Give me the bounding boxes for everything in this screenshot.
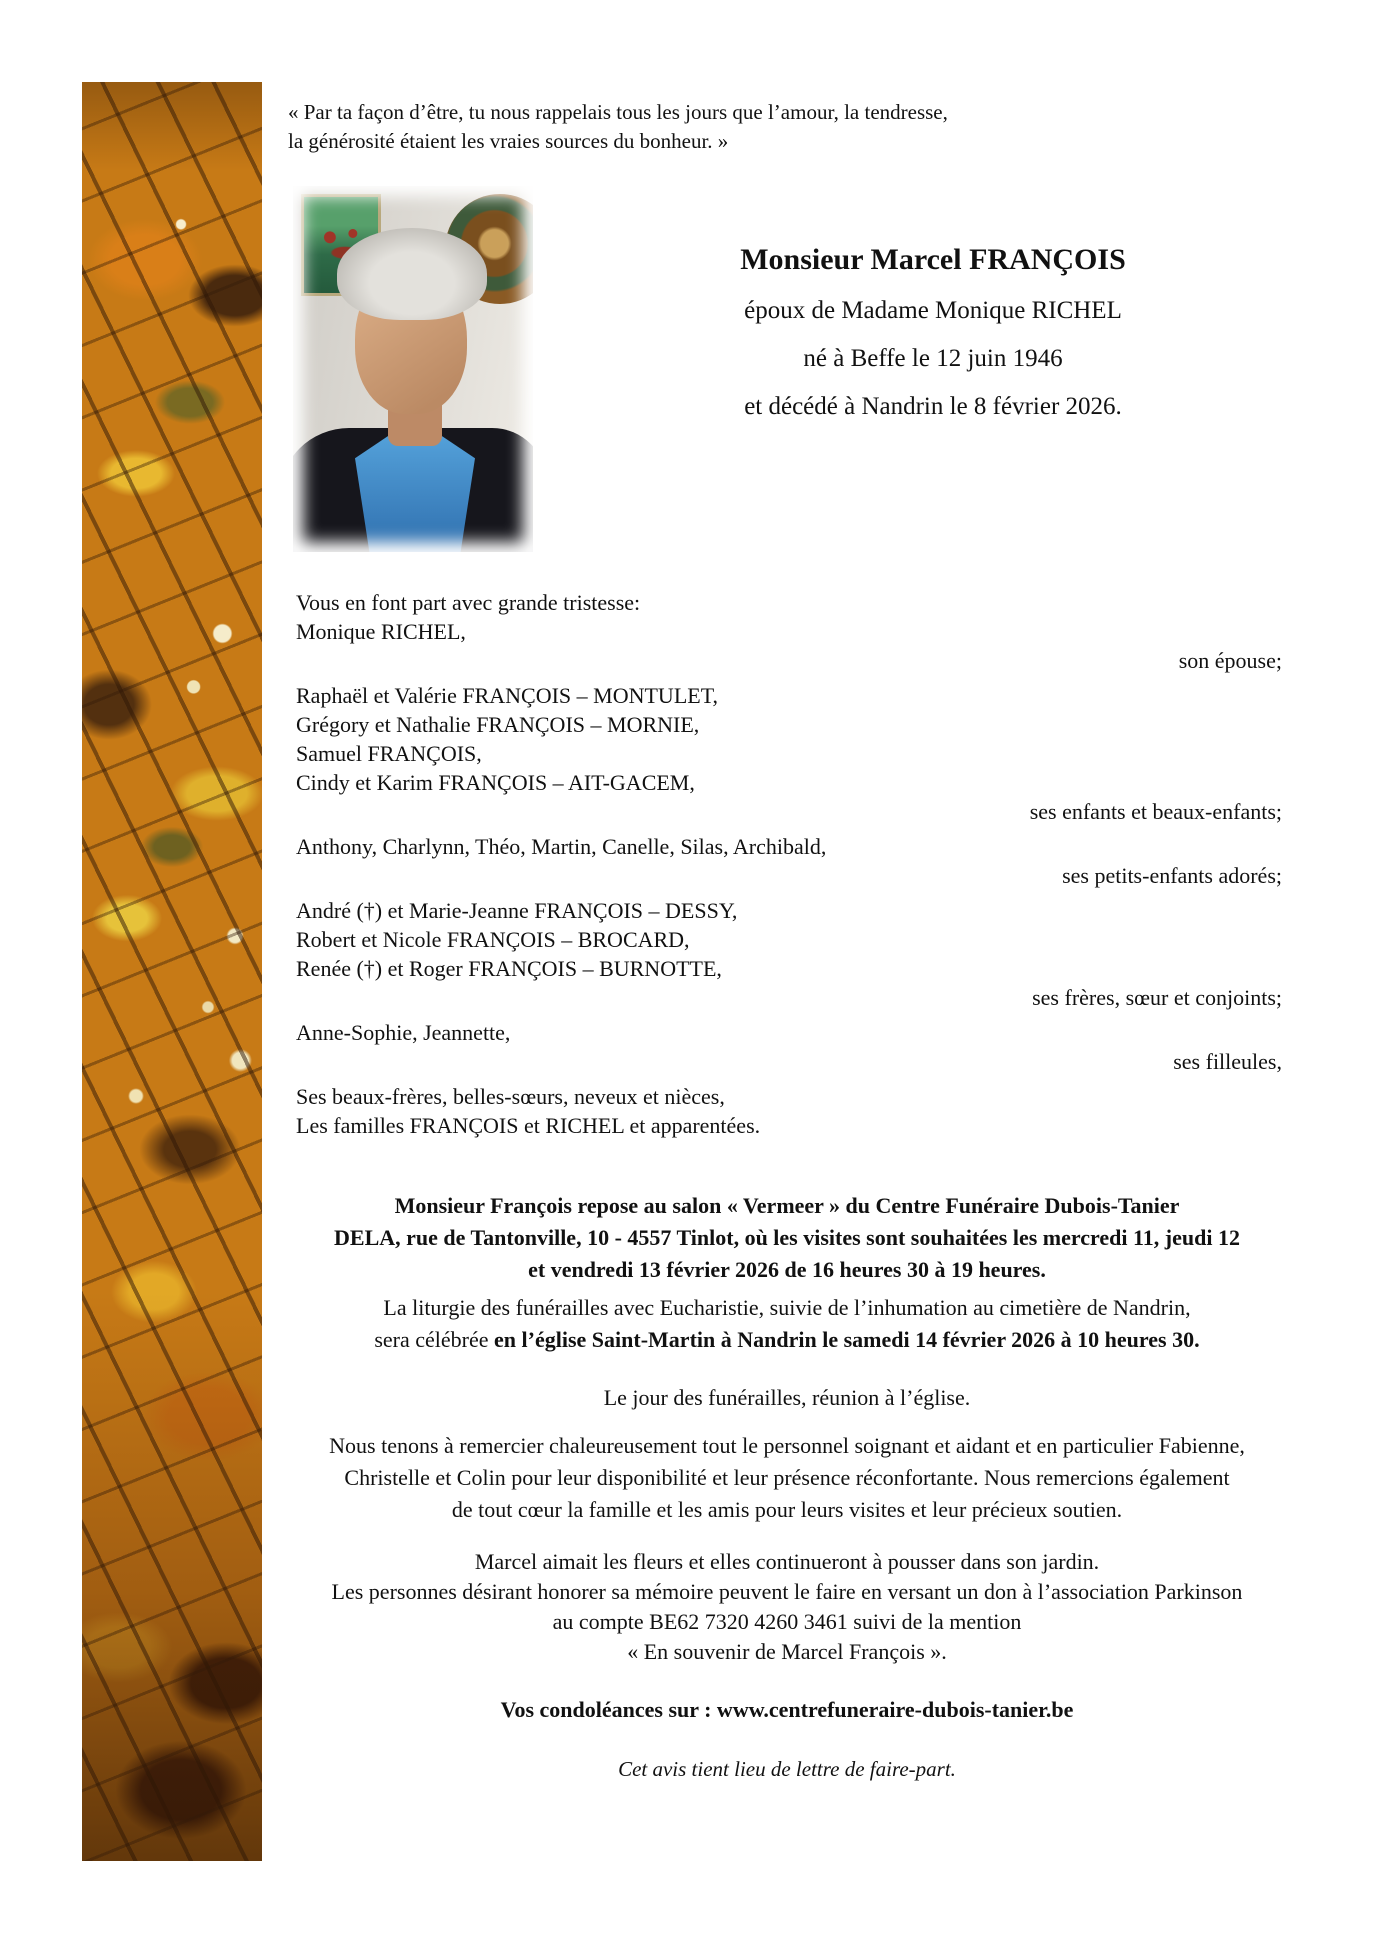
flowers-line-1: Marcel aimait les fleurs et elles continueront à pousser dans son jardin.	[474, 1549, 1100, 1574]
memorial-quote	[288, 98, 1208, 156]
portrait-photo	[293, 186, 533, 552]
liturgy-line-2	[292, 1324, 1282, 1356]
family-line: Samuel FRANÇOIS,	[296, 741, 482, 766]
family-line: Cindy et Karim FRANÇOIS – AIT-GACEM,	[296, 770, 695, 795]
family-line: André (†) et Marie-Jeanne FRANÇOIS – DESSY,	[296, 898, 738, 923]
relation-label: ses filleules,	[1173, 1049, 1282, 1074]
thanks-line-1: Nous tenons à remercier chaleureusement tout le personnel soignant et aidant et en particulier Fabienne,	[329, 1433, 1245, 1458]
repose-line-1: Monsieur François repose au salon « Vermeer » du Centre Funéraire Dubois-Tanier	[394, 1193, 1180, 1218]
family-line: Robert et Nicole FRANÇOIS – BROCARD,	[296, 927, 690, 952]
family-line: Anthony, Charlynn, Théo, Martin, Canelle, Silas, Archibald,	[296, 834, 827, 859]
flowers-line-3: au compte BE62 7320 4260 3461 suivi de la mention	[552, 1609, 1022, 1634]
family-line: Renée (†) et Roger FRANÇOIS – BURNOTTE,	[296, 956, 722, 981]
funeral-day-line: Le jour des funérailles, réunion à l’église.	[603, 1385, 971, 1410]
repose-line-2: DELA, rue de Tantonville, 10 - 4557 Tinlot, où les visites sont souhaitées les mercredi 11, jeudi 12	[334, 1225, 1240, 1250]
thanks-paragraph	[292, 1430, 1282, 1526]
photo-feathered-edge	[293, 186, 533, 552]
death-line: et décédé à Nandrin le 8 février 2026.	[744, 393, 1122, 420]
quote-line-1: « Par ta façon d’être, tu nous rappelais tous les jours que l’amour, la tendresse,	[288, 100, 948, 124]
liturgy-paragraph	[292, 1292, 1282, 1356]
family-line: Raphaël et Valérie FRANÇOIS – MONTULET,	[296, 683, 719, 708]
liturgy-line-2-bold: en l’église Saint-Martin à Nandrin le samedi 14 février 2026 à 10 heures 30.	[494, 1327, 1200, 1352]
flowers-line-2: Les personnes désirant honorer sa mémoire peuvent le faire en versant un don à l’association Parkinson	[331, 1579, 1243, 1604]
relation-label: ses enfants et beaux-enfants;	[1029, 799, 1282, 824]
deceased-name: Monsieur Marcel FRANÇOIS	[740, 243, 1126, 276]
family-intro: Vous en font part avec grande tristesse:	[296, 590, 641, 615]
funeral-home-paragraph	[292, 1190, 1282, 1286]
deceased-header	[533, 243, 1333, 441]
thanks-line-3: de tout cœur la famille et les amis pour leurs visites et leur précieux soutien.	[451, 1497, 1123, 1522]
faire-part-line: Cet avis tient lieu de lettre de faire-part.	[618, 1757, 956, 1781]
thanks-line-2: Christelle et Colin pour leur disponibilité et leur présence réconfortante. Nous remercions également	[344, 1465, 1230, 1490]
autumn-foliage-strip	[82, 82, 262, 1861]
liturgy-line-1: La liturgie des funérailles avec Eucharistie, suivie de l’inhumation au cimetière de Nandrin,	[383, 1295, 1191, 1320]
family-announcement	[296, 588, 1282, 1140]
family-line: Les familles FRANÇOIS et RICHEL et apparentées.	[296, 1113, 761, 1138]
liturgy-line-2-normal: sera célébrée	[374, 1327, 495, 1352]
relation-label: ses petits-enfants adorés;	[1062, 863, 1282, 888]
relation-label: son épouse;	[1178, 648, 1282, 673]
family-line: Monique RICHEL,	[296, 619, 466, 644]
family-line: Grégory et Nathalie FRANÇOIS – MORNIE,	[296, 712, 700, 737]
family-line: Ses beaux-frères, belles-sœurs, neveux et nièces,	[296, 1084, 725, 1109]
quote-line-2: la générosité étaient les vraies sources du bonheur. »	[288, 129, 729, 153]
repose-line-3: et vendredi 13 février 2026 de 16 heures 30 à 19 heures.	[528, 1257, 1046, 1282]
flowers-line-4: « En souvenir de Marcel François ».	[627, 1639, 947, 1664]
flowers-donation-paragraph	[292, 1547, 1282, 1667]
condolences-line: Vos condoléances sur : www.centrefuneraire-dubois-tanier.be	[500, 1697, 1074, 1722]
birth-line: né à Beffe le 12 juin 1946	[803, 345, 1063, 372]
relation-label: ses frères, sœur et conjoints;	[1032, 985, 1282, 1010]
family-line: Anne-Sophie, Jeannette,	[296, 1020, 511, 1045]
spouse-line: époux de Madame Monique RICHEL	[744, 297, 1122, 324]
